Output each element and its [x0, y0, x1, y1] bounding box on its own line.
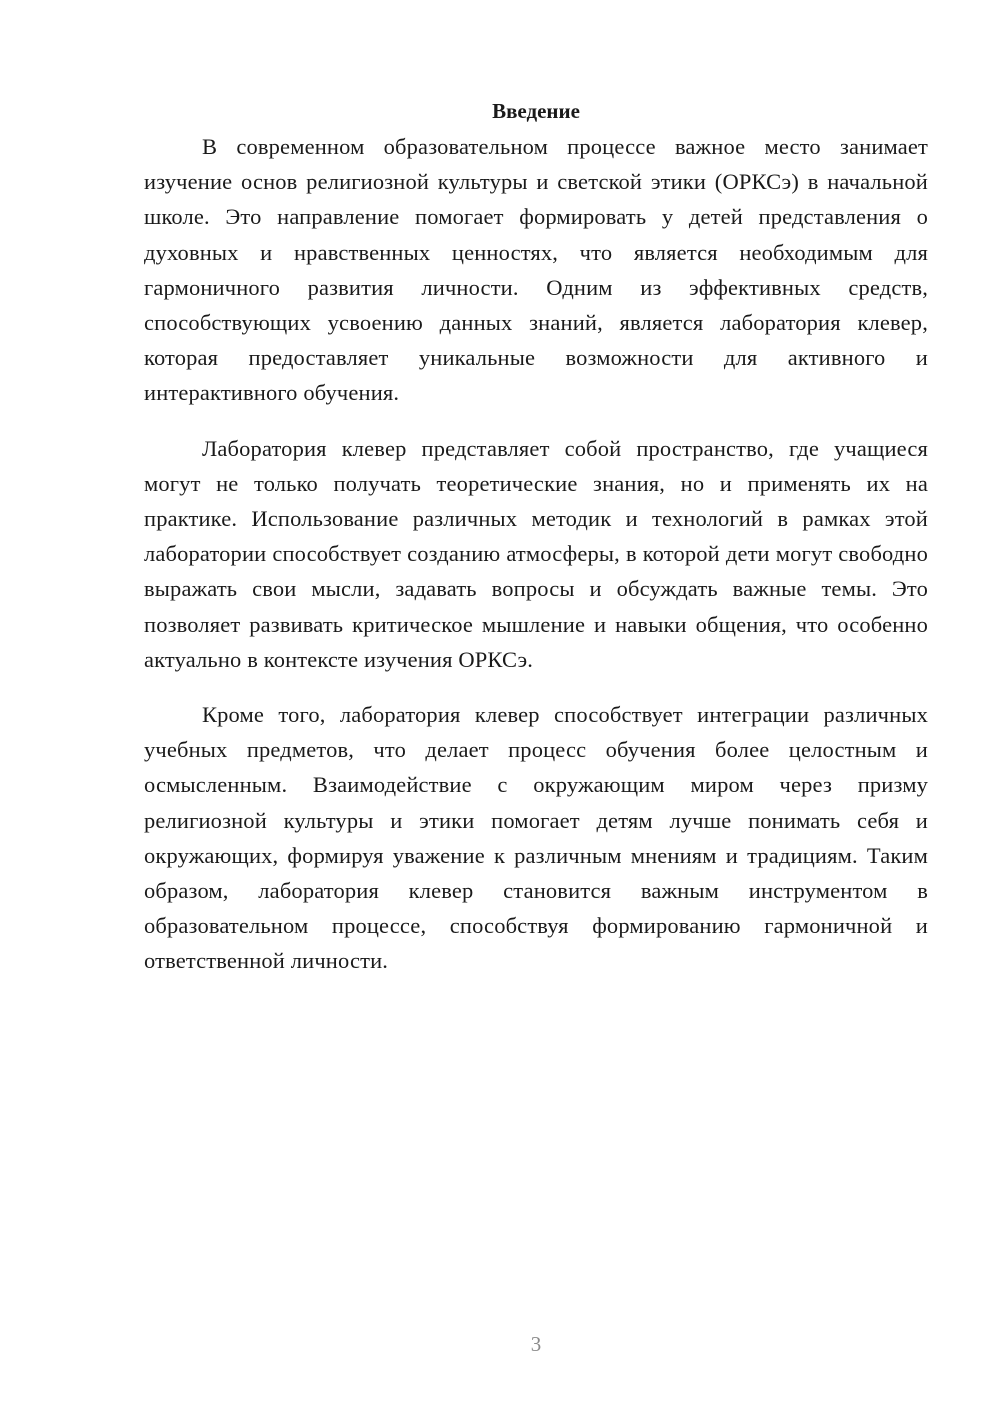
page-number: 3 — [530, 1332, 542, 1356]
section-title: Введение — [492, 99, 580, 123]
paragraph-1: В современном образовательном процессе важное место занимает изучение основ религиозной культуры и светской этики (ОРКСэ) в начальной школе. Это направление помогает формировать у детей представления о духовных и нравственных ценностях, что является необходимым для гармоничного развития личности. Одним из эффективных средств, способствующих усвоению данных знаний, является лаборатория клевер, которая предоставляет уникальные возможности для активного и интерактивного обучения. — [144, 134, 928, 406]
paragraph-3: Кроме того, лаборатория клевер способствует интеграции различных учебных предметов, что делает процесс обучения более целостным и осмысленным. Взаимодействие с окружающим миром через призму религиозной культуры и этики помогает детям лучше понимать себя и окружающих, формируя уважение к различным мнениям и традициям. Таким образом, лаборатория клевер становится важным инструментом в образовательном процессе, способствуя формированию гармоничной и ответственной личности. — [144, 702, 928, 974]
page-content — [144, 94, 928, 979]
paragraph-2: Лаборатория клевер представляет собой пространство, где учащиеся могут не только получать теоретические знания, но и применять их на практике. Использование различных методик и технологий в рамках этой лаборатории способствует созданию атмосферы, в которой дети могут свободно выражать свои мысли, задавать вопросы и обсуждать важные темы. Это позволяет развивать критическое мышление и навыки общения, что особенно актуально в контексте изучения ОРКСэ. — [144, 435, 928, 672]
